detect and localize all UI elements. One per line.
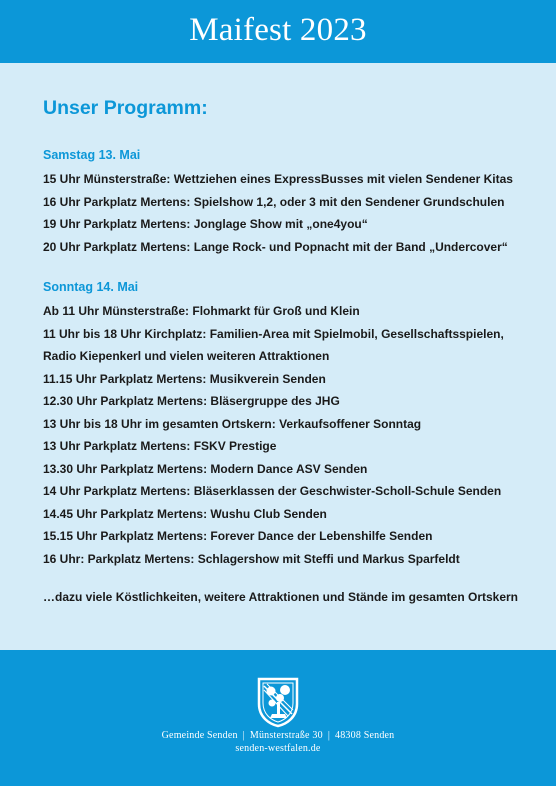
footer-address: [0, 730, 556, 741]
saturday-event-list: [43, 168, 543, 258]
header-banner: [0, 0, 556, 63]
event-item: 11 Uhr bis 18 Uhr Kirchplatz: Familien-Area mit Spielmobil, Gesellschaftsspielen,: [43, 326, 504, 341]
event-item-continuation: Radio Kiepenkerl und vielen weiteren Attraktionen: [43, 349, 330, 363]
event-item: 15.15 Uhr Parkplatz Mertens: Forever Dance der Lebenshilfe Senden: [43, 529, 433, 543]
city-address: 48308 Senden: [335, 730, 395, 741]
event-item: 13.30 Uhr Parkplatz Mertens: Modern Dance ASV Senden: [43, 461, 368, 476]
org-name: Gemeinde Senden: [161, 730, 238, 741]
event-item: 13 Uhr bis 18 Uhr im gesamten Ortskern: Verkaufsoffener Sonntag: [43, 416, 422, 431]
day-heading-sunday: Sonntag 14. Mai: [43, 280, 139, 294]
event-item: 14 Uhr Parkplatz Mertens: Bläserklassen der Geschwister-Scholl-Schule Senden: [43, 484, 502, 498]
program-footnote: …dazu viele Köstlichkeiten, weitere Attraktionen und Stände im gesamten Ortskern: [43, 590, 519, 604]
event-item: 16 Uhr: Parkplatz Mertens: Schlagershow mit Steffi und Markus Sparfeldt: [43, 551, 460, 566]
event-item: 20 Uhr Parkplatz Mertens: Lange Rock- und Popnacht mit der Band „Undercover“: [43, 239, 508, 254]
event-item: 14.45 Uhr Parkplatz Mertens: Wushu Club Senden: [43, 506, 327, 521]
coat-of-arms-icon: [256, 676, 300, 728]
event-item: 19 Uhr Parkplatz Mertens: Jonglage Show mit „one4you“: [43, 217, 368, 231]
page-title: Maifest 2023: [189, 12, 367, 48]
address-separator: |: [242, 730, 245, 741]
street-address: Münsterstraße 30: [249, 730, 323, 741]
address-separator: |: [327, 730, 331, 741]
program-heading: Unser Programm:: [43, 97, 208, 119]
event-item: 12.30 Uhr Parkplatz Mertens: Bläsergruppe des JHG: [43, 394, 340, 408]
event-item: 11.15 Uhr Parkplatz Mertens: Musikverein Senden: [43, 371, 326, 386]
program-section: [43, 63, 543, 608]
sunday-event-list: [43, 300, 543, 570]
day-heading-saturday: Samstag 13. Mai: [43, 148, 141, 162]
event-item: 16 Uhr Parkplatz Mertens: Spielshow 1,2, oder 3 mit den Sendener Grundschulen: [43, 194, 505, 209]
event-item: 15 Uhr Münsterstraße: Wettziehen eines ExpressBusses mit vielen Sendener Kitas: [43, 172, 513, 186]
event-item: Ab 11 Uhr Münsterstraße: Flohmarkt für Groß und Klein: [43, 304, 360, 318]
event-item: 13 Uhr Parkplatz Mertens: FSKV Prestige: [43, 439, 277, 453]
footer-banner: [0, 650, 556, 786]
website-link[interactable]: senden-westfalen.de: [235, 743, 321, 754]
